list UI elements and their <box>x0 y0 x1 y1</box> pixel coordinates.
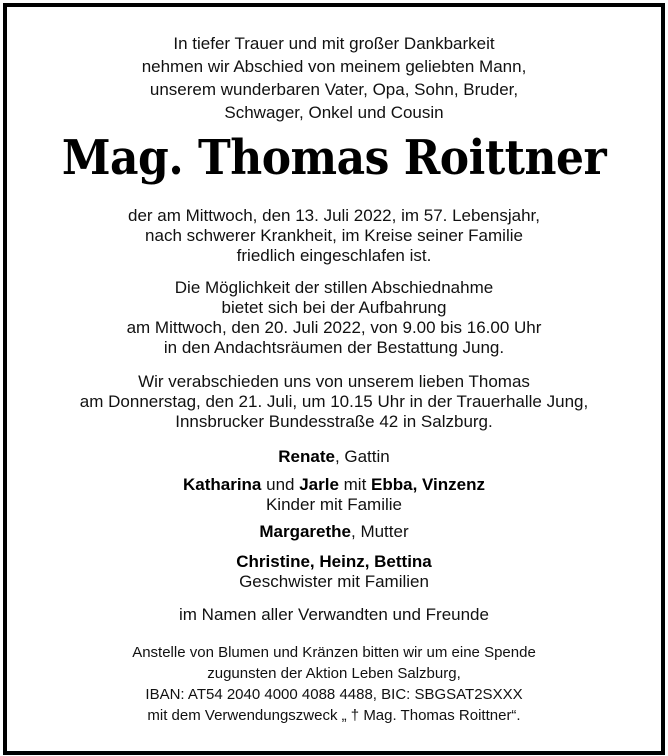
grandchildren-names: Ebba, Vinzenz <box>371 475 486 494</box>
viewing-line: am Mittwoch, den 20. Juli 2022, von 9.00 bis 16.00 Uhr <box>126 318 542 337</box>
death-notice <box>0 206 668 266</box>
death-notice-line: der am Mittwoch, den 13. Juli 2022, im 57. Lebensjahr, <box>127 206 540 225</box>
death-notice-line: friedlich eingeschlafen ist. <box>236 246 432 265</box>
farewell-line: Innsbrucker Bundesstraße 42 in Salzburg. <box>175 412 493 431</box>
mother-name: Margarethe <box>259 522 351 541</box>
viewing-line: bietet sich bei der Aufbahrung <box>221 298 447 317</box>
viewing-info <box>0 278 668 358</box>
donation-note <box>0 642 668 726</box>
siblings-role: Geschwister mit Familien <box>239 572 429 591</box>
donation-line: mit dem Verwendungszweck „ † Mag. Thomas Roittner“. <box>147 707 521 724</box>
intro-text <box>0 32 668 124</box>
siblings-names: Christine, Heinz, Bettina <box>236 552 432 571</box>
child-name: Katharina <box>182 475 262 494</box>
wife-role: , Gattin <box>334 447 390 466</box>
intro-line: nehmen wir Abschied von meinem geliebten Mann, <box>141 57 527 76</box>
donation-line: Anstelle von Blumen und Kränzen bitten wir um eine Spende <box>132 644 536 661</box>
viewing-line: Die Möglichkeit der stillen Abschiednahme <box>174 278 494 297</box>
connector-text: und <box>261 475 300 494</box>
intro-line: Schwager, Onkel und Cousin <box>224 103 444 122</box>
farewell-line: am Donnerstag, den 21. Juli, um 10.15 Uhr in der Trauerhalle Jung, <box>79 392 589 411</box>
donation-line: zugunsten der Aktion Leben Salzburg, <box>207 665 461 682</box>
farewell-info <box>0 372 668 432</box>
mother-role: , Mutter <box>351 522 409 541</box>
family-mother <box>0 522 668 542</box>
wife-name: Renate <box>278 447 335 466</box>
death-notice-line: nach schwerer Krankheit, im Kreise seiner Familie <box>145 226 523 245</box>
intro-line: In tiefer Trauer und mit großer Dankbarkeit <box>173 34 495 53</box>
family-siblings <box>0 552 668 592</box>
donation-line: IBAN: AT54 2040 4000 4088 4488, BIC: SBGSAT2SXXX <box>145 686 523 703</box>
family-wife <box>0 447 668 467</box>
family-children <box>0 475 668 515</box>
relatives-line: im Namen aller Verwandten und Freunde <box>179 605 489 624</box>
deceased-name: Mag. Thomas Roittner <box>61 130 607 186</box>
viewing-line: in den Andachtsräumen der Bestattung Jung. <box>163 338 505 357</box>
farewell-line: Wir verabschieden uns von unserem lieben Thomas <box>138 372 530 391</box>
child-name: Jarle <box>299 475 339 494</box>
intro-line: unserem wunderbaren Vater, Opa, Sohn, Bruder, <box>149 80 519 99</box>
connector-text: mit <box>338 475 372 494</box>
children-role: Kinder mit Familie <box>265 495 403 514</box>
